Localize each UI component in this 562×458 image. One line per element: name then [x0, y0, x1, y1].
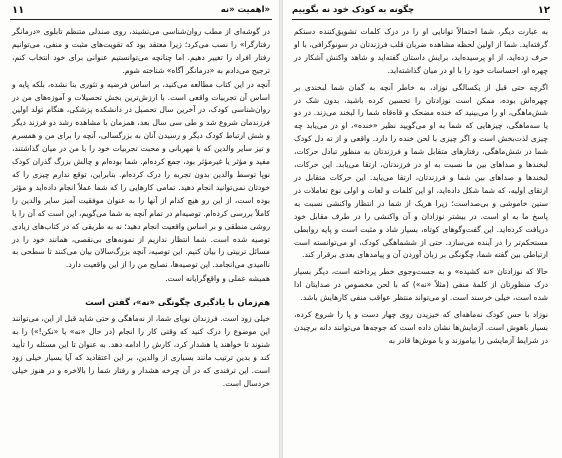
left-running-title: اهمیت «نه»	[220, 5, 270, 15]
left-page	[8, 0, 274, 458]
left-page-number: ۱۱	[12, 5, 25, 16]
right-page-body	[290, 26, 552, 348]
section-subheading: هم‌زمان با یادگیری چگونگی «نه»، گفتن است	[85, 297, 270, 308]
left-subsection-paragraph-1: خیلی زود است. فرزندان نوپای شما، از نه‌ماهگی و حتی شاید قبل از این، می‌توانند این موضوع را درک کنید که وقتی کار را انجام (در حال «نه» یا «نکن!») را به شنوند تا خواهند یا هشدار کرد، کارش را ادامه دهد. به عنوان تا این مسئله را تأیید کند و بدین ترتیب مانند بسیاری از والدین، بر این اعتقادید که آیا بسیار خیلی زود است. این ترفندی که در آن چرخه هشدار و رفتار شما را بالاخره و در هنوز خیلی خردسال است.	[12, 314, 270, 388]
right-page	[290, 0, 552, 458]
left-page-header	[8, 3, 274, 19]
right-paragraph-4: نوزاد با حس کودک نه‌ماهه‌ای که خیزیدن روی چهار دست و پا را شروع کرده، بسیار باهوش است. آزمایش‌ها نشان داده است که جوجه‌ها می‌توانند دانه برچیدن در شرایط آزمایشی را بیاموزند و یا موش‌ها قادر به	[294, 310, 548, 345]
right-page-header	[290, 3, 552, 19]
right-running-title: چگونه به کودک خود نه بگوییم	[292, 5, 415, 15]
right-paragraph-3: حالا که نوزادتان «نه کشیده» و به جست‌وجوی خطر پرداخته است، دیگر بسیار درک منظورتان از کلمهٔ منفی (مثلاً «نه») که با لحن مخصوص در صدایتان ادا شده است، خیلی خرسند است. او می‌تواند منتظر عواقب منفی کارهایش باشد.	[294, 267, 548, 303]
left-paragraph-1: در گوشه‌ای از مطب روان‌شناسی می‌نشیند، روی صندلی متنظم تابلوی «درمانگر رفتارگرا» را نصب می‌کرد؛ زیرا معتقد بود که تقویت‌های مثبت و منفی، می‌توانیم رفتار افراد را تغییر دهیم. اما چنانچه می‌توانستیم عنوانی برای خود انتخاب کنم، ترجیح می‌دادم به «درمانگر آگاه» شناخته شوم.	[12, 27, 270, 75]
right-header-rule	[292, 19, 550, 20]
left-header-rule	[10, 19, 272, 20]
right-paragraph-1: به عبارت دیگر، شما احتمالاً توانایی او را در درک کلمات تشویق‌کننده دستکم گرفته‌اید. شما از اولین لحظه مشاهده ضربان قلب فرزندتان در سونوگرافی، با او حرف زده‌اید، از او پرسیده‌اید، برایش داستان گفته‌اید و شاهد واکنش آشکار در چهره او، احساسات خود را با او در میان گذاشته‌اید.	[294, 27, 548, 75]
book-gutter	[279, 0, 283, 458]
left-paragraph-3: همیشه عملی و واقع‌گرایانه است.	[165, 274, 270, 284]
left-paragraph-2: آنچه در این کتاب مطالعه می‌کنید، بر اساس فرضیه و تئوری بنا نشده، بلکه پایه و اساس آن تجربیات واقعی است. با ارزش‌ترین بخش تحصیلات و آموزه‌های من در روان‌شناسی کودک، در آخرین سال تحصیل در دانشکده پزشکی، هنگام تولد اولین فرزندمان شروع شد و طی سی سال بعد، همزمان با مشاهده رشد دو فرزند دیگر و شش ارتباط کودک دیگر و رسیدن آنان به بزرگسالی، آنچه را برای من و همسرم و تیز سایر والدین که با مهربانی و محبت تجربیات خود را با من در میان گذاشتند، مفید و مؤثر یا غیرمؤثر بود، جمع کرده‌ام. شما بوده‌ام و چالش بزرگ گذران کودک نوپا توسط والدین بدون تجربه را درک کرده‌ام. بنابراین، توقع ندارم چیزی را که خودتان نمی‌توانید انجام دهید. تمامی کارهایی را که شما عملاً انجام داده‌اید و مؤثر بوده است، از این رو هیچ کدام از آنها را به عنوان موفقیت آمیز سایر والدین را کاملاً بررسی کرده‌ام. توصیه‌ام در تمام آنچه به شما می‌گویم، این است که آن را با روشی منطقی و بر اساس واقعیت انجام دهید؛ نه به طریقی که در کتاب‌های زیادی توصیه شده است. شما انتظار نداریم از نمونه‌های بی‌نقصی، همانند خود را در مسائل تربیتی را بیان کنیم. این توصیه، آنچه بزرگ‌سالان بیان می‌کنند تا سطحی به ناامیدی می‌انجامد. این توصیه‌ها، نصایح من را از این واقعیت دارد.	[12, 79, 270, 270]
left-page-body	[8, 26, 274, 390]
right-paragraph-2: اگرچه حتی قبل از یکسالگی نوزاد، به خاطر آنچه به گمان شما لبخندی بر چهره‌اش بوده، ممکن است نوزادتان را تحسین کرده باشید، بدون شک در شش‌ماهگی، او را می‌بینید که خنده مضحک و قاه‌قاه شما را لبخند می‌زند. در دو یا سه‌ماهگی، چیزهایی که شما به او می‌گویید نظیر «خنده»، او در می‌یابد چه چیزی لذت‌بخش است و اگر چیزی با لحن خنده را دارد. واقعی و از ته دل کودک شما در شش‌ماهگی، رفتارهای متقابل شما و فرزندتان به منظور تبادل حرکات، لبخندها و صداهای بین ما نسبت به او در فرزندتان، ارتقا می‌یابد. این حرکات، لبخندها و صداهای بین شما و فرزندتان، ارتقا می‌یابد. این حرکات متقابل در ارتقای اولیه، که شما شکل داده‌اید، او این کلمات و لغات و اولی نوع تعاملات در سنین خاموشی و بی‌صداست؛ زیرا هریک از شما در انتظار واکنشی نسبت به پاسخ ما به او است. در بیشتر نوزادان و آن واکنشی را در طرف مقابل خود دریافت کرده‌اید. این گفت‌وگوهای کوتاه، بسیار شاد و مثبت است و پایه روابطی مستحکم‌تر را در آینده می‌سازد. حتی از ششماهگی کودک، او می‌توانسته است ارتباطی بین گفته شما، چگونگی بر زبان آوردن آن و پیامدهای بعدی برقرار کند.	[294, 82, 548, 260]
right-page-number: ۱۲	[537, 5, 550, 16]
